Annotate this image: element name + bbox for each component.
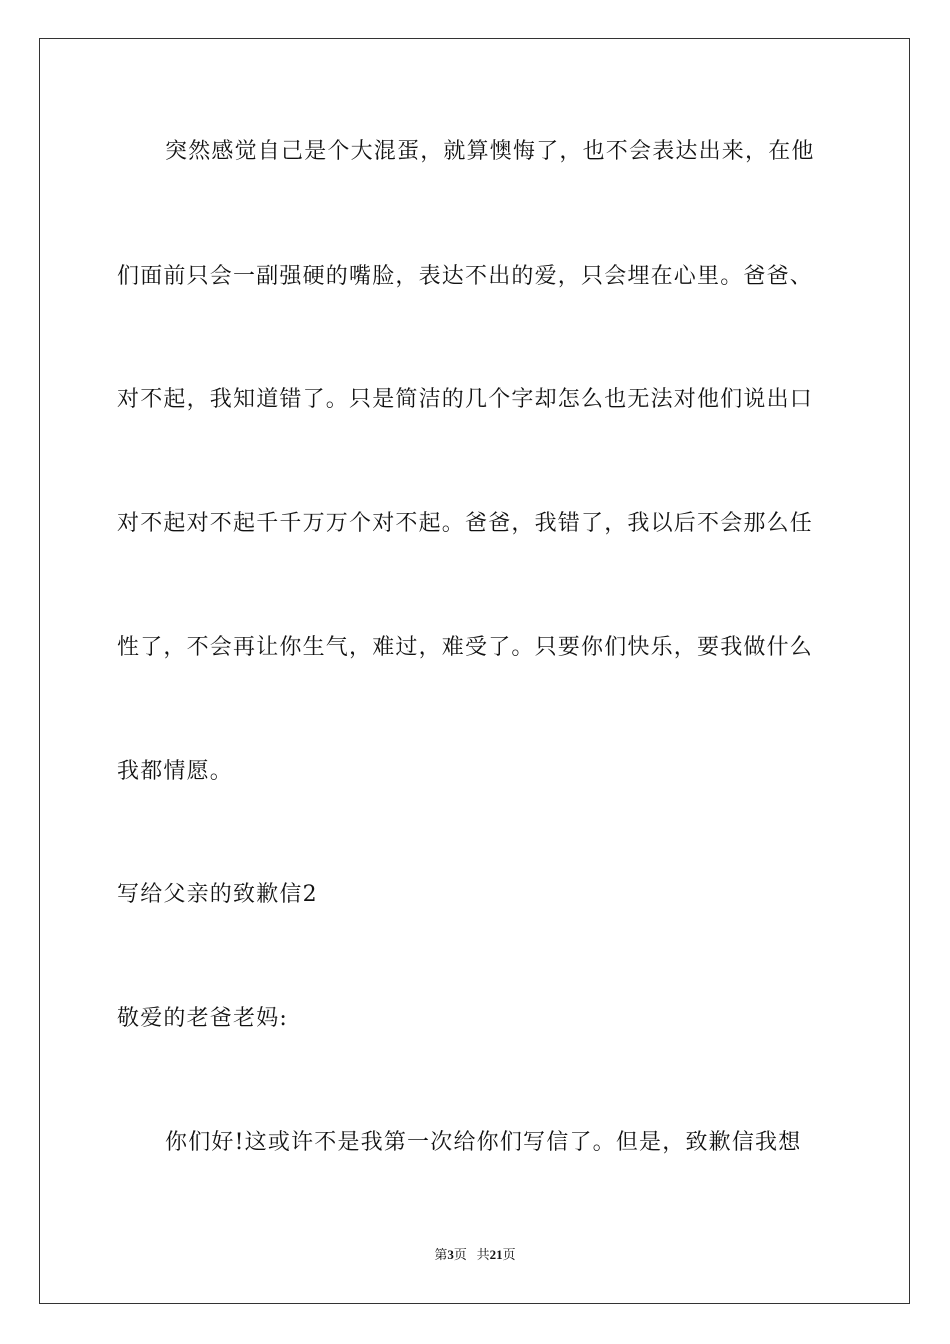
section-title: 写给父亲的致歉信2	[117, 882, 318, 907]
footer-total-unit: 页	[502, 1247, 516, 1262]
footer-total-prefix: 共	[476, 1247, 490, 1262]
footer-page-current: 3	[447, 1247, 454, 1262]
footer-page-total: 21	[489, 1247, 503, 1262]
paragraph-line-3: 对不起，我知道错了。只是简洁的几个字却怎么也无法对他们说出口	[117, 387, 814, 412]
footer-page-unit: 页	[453, 1247, 467, 1262]
paragraph-line-7: 你们好!这或许不是我第一次给你们写信了。但是，致歉信我想	[165, 1130, 802, 1155]
salutation: 敬爱的老爸老妈:	[117, 1006, 289, 1031]
footer-page-prefix: 第	[434, 1247, 448, 1262]
paragraph-line-4: 对不起对不起千千万万个对不起。爸爸，我错了，我以后不会那么任	[117, 511, 814, 536]
paragraph-line-6: 我都情愿。	[117, 759, 234, 784]
page-footer	[0, 1246, 950, 1264]
page-frame	[39, 38, 910, 1304]
paragraph-line-2: 们面前只会一副强硬的嘴脸，表达不出的爱，只会埋在心里。爸爸、	[117, 264, 814, 289]
paragraph-line-5: 性了，不会再让你生气，难过，难受了。只要你们快乐，要我做什么	[117, 635, 814, 660]
paragraph-line-1: 突然感觉自己是个大混蛋，就算懊悔了，也不会表达出来，在他	[165, 139, 815, 164]
